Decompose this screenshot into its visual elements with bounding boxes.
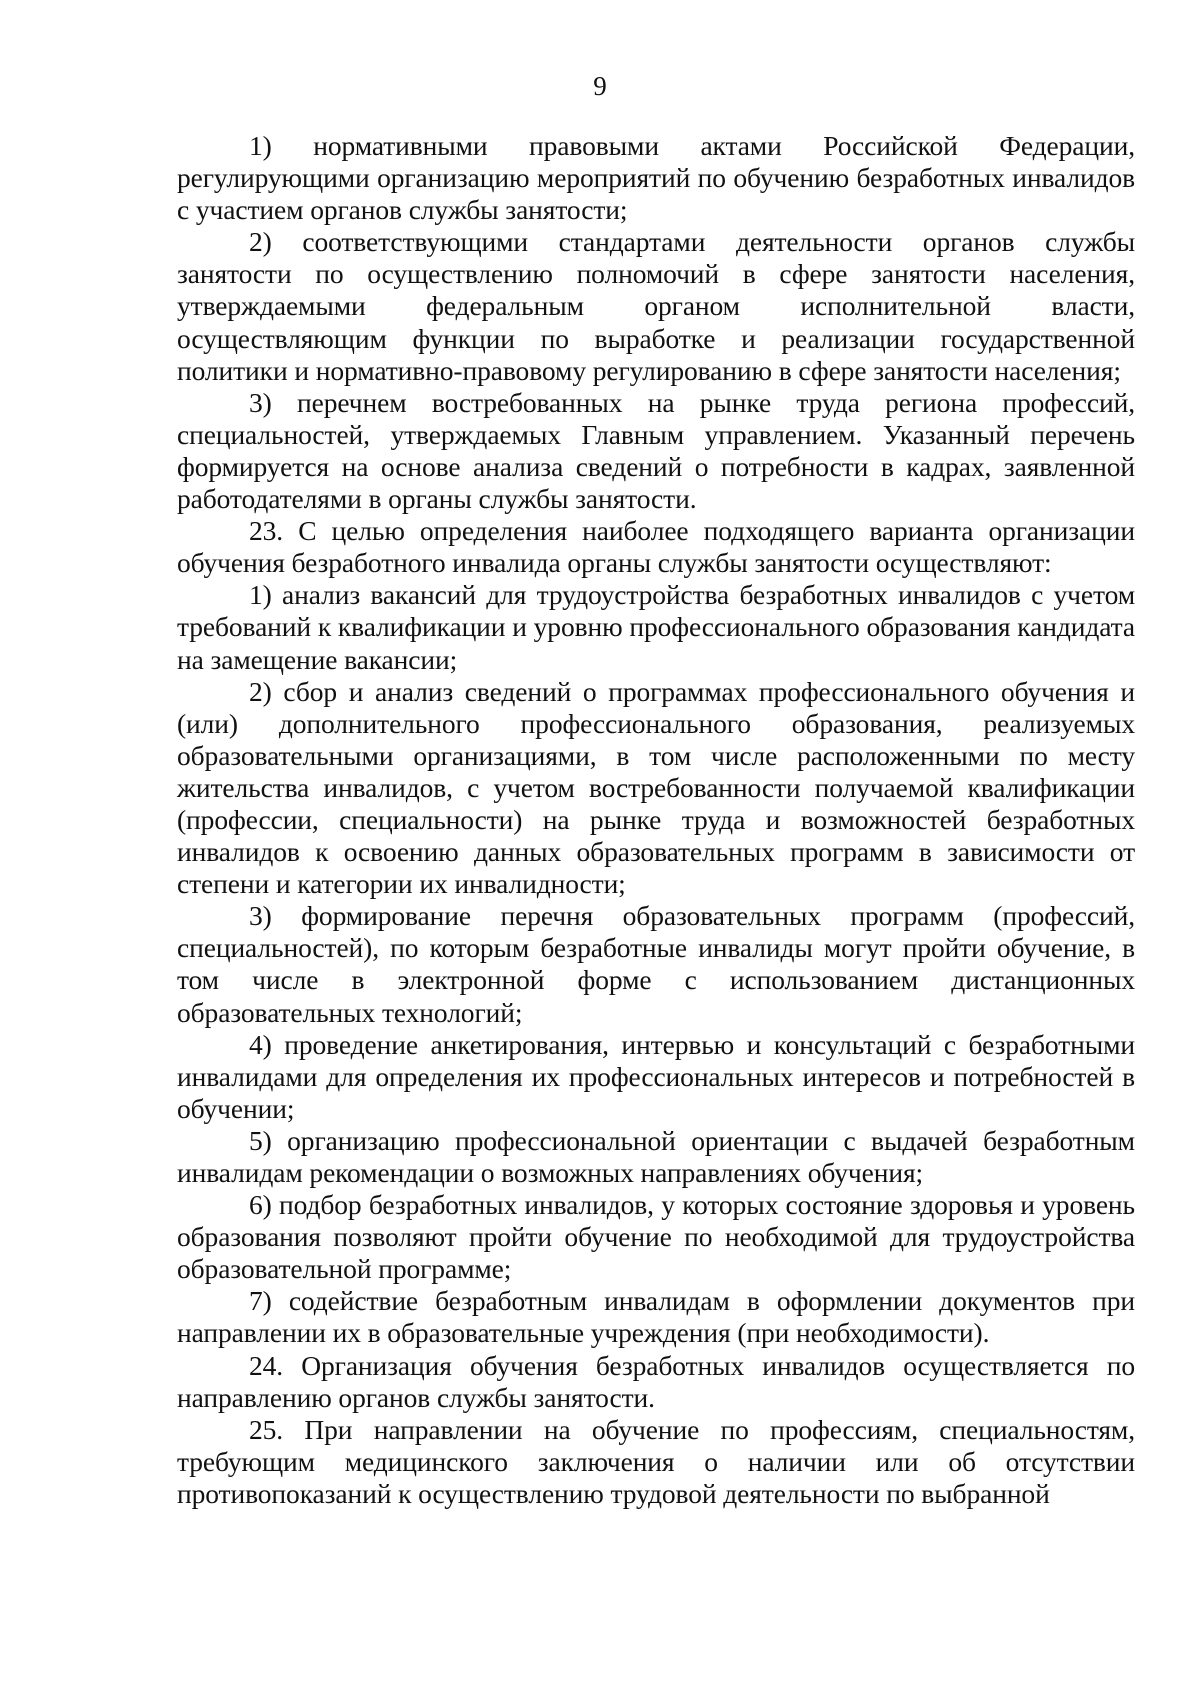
paragraph-clause-25: 25. При направлении на обучение по профессиям, специальностям, требующим медицинского заключения о наличии или об отсутствии противопоказаний к осуществлению трудовой деятельности по выбранной — [177, 1413, 1135, 1509]
paragraph-item-23-6: 6) подбор безработных инвалидов, у которых состояние здоровья и уровень образования позволяют пройти обучение по необходимой для трудоустройства образовательной программе; — [177, 1189, 1135, 1285]
paragraph-clause-23: 23. С целью определения наиболее подходящего варианта организации обучения безработного инвалида органы службы занятости осуществляют: — [177, 515, 1135, 579]
paragraph-item-23-2: 2) сбор и анализ сведений о программах профессионального обучения и (или) дополнительного профессионального образования, реализуемых образовательными организациями, в том числе расположенными по месту жительства инвалидов, с учетом востребованности получаемой квалификации (профессии, специальности) на рынке труда и возможностей безработных инвалидов к освоению данных образовательных программ в зависимости от степени и категории их инвалидности; — [177, 675, 1135, 900]
paragraph-item-23-1: 1) анализ вакансий для трудоустройства безработных инвалидов с учетом требований к квалификации и уровню профессионального образования кандидата на замещение вакансии; — [177, 579, 1135, 675]
paragraph-item-3: 3) перечнем востребованных на рынке труда региона профессий, специальностей, утверждаемых Главным управлением. Указанный перечень формируется на основе анализа сведений о потребности в кадрах, заявленной работодателями в органы службы занятости. — [177, 386, 1135, 515]
page-number: 9 — [593, 71, 607, 101]
paragraph-item-23-7: 7) содействие безработным инвалидам в оформлении документов при направлении их в образовательные учреждения (при необходимости). — [177, 1285, 1135, 1349]
document-body — [177, 130, 1135, 1510]
paragraph-item-23-4: 4) проведение анкетирования, интервью и консультаций с безработными инвалидами для определения их профессиональных интересов и потребностей в обучении; — [177, 1028, 1135, 1124]
paragraph-item-23-5: 5) организацию профессиональной ориентации с выдачей безработным инвалидам рекомендации о возможных направлениях обучения; — [177, 1124, 1135, 1188]
paragraph-item-1: 1) нормативными правовыми актами Российской Федерации, регулирующими организацию мероприятий по обучению безработных инвалидов с участием органов службы занятости; — [177, 130, 1135, 226]
paragraph-item-23-3: 3) формирование перечня образовательных программ (профессий, специальностей), по которым безработные инвалиды могут пройти обучение, в том числе в электронной форме с использованием дистанционных образовательных технологий; — [177, 900, 1135, 1028]
paragraph-clause-24: 24. Организация обучения безработных инвалидов осуществляется по направлению органов службы занятости. — [177, 1349, 1135, 1413]
paragraph-item-2: 2) соответствующими стандартами деятельности органов службы занятости по осуществлению полномочий в сфере занятости населения, утверждаемыми федеральным органом исполнительной власти, осуществляющим функции по выработке и реализации государственной политики и нормативно-правовому регулированию в сфере занятости населения; — [177, 226, 1135, 386]
